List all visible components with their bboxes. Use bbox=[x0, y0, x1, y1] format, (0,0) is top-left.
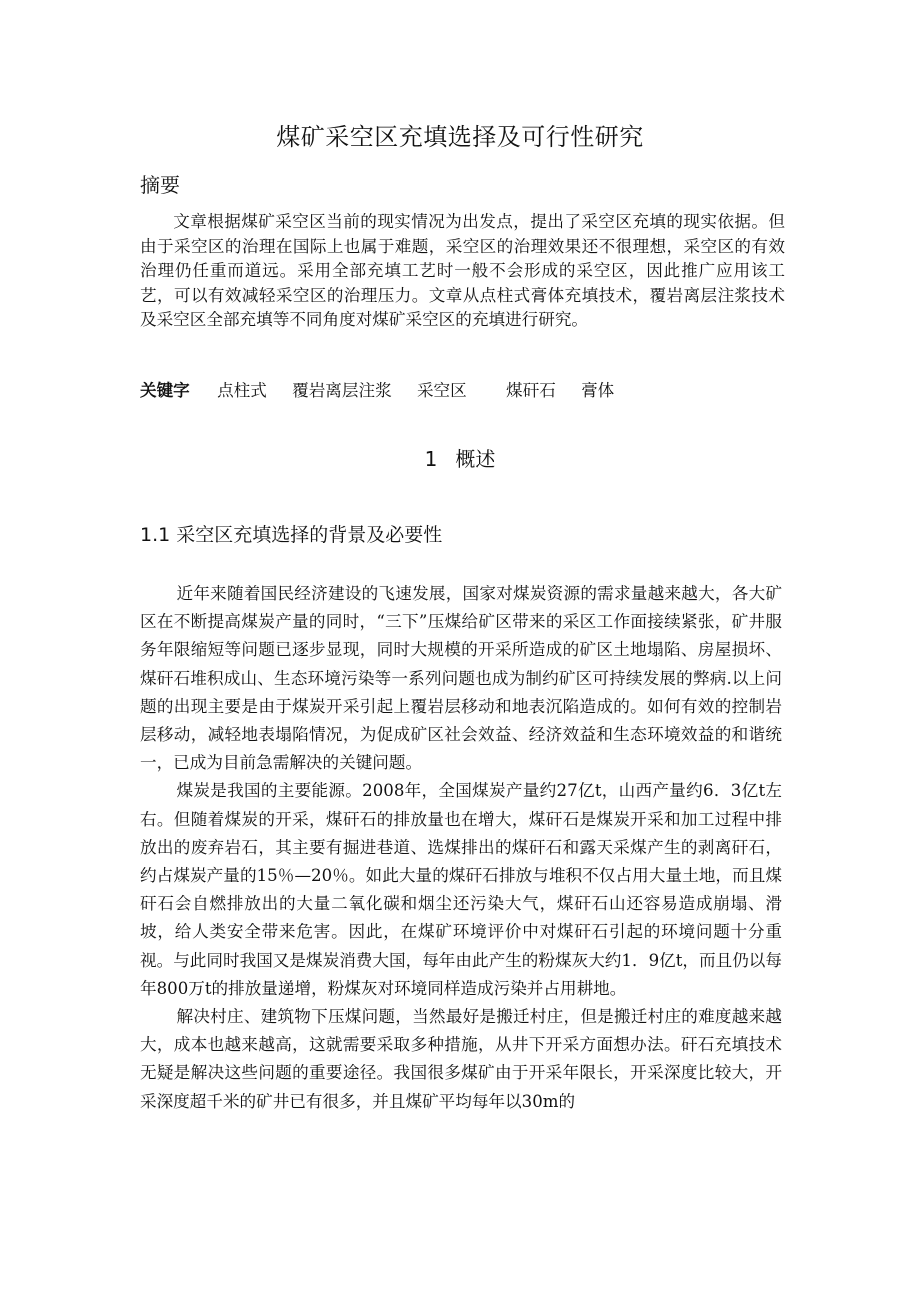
document-title: 煤矿采空区充填选择及可行性研究 bbox=[276, 123, 644, 151]
keywords-label: 关键字 bbox=[140, 381, 190, 400]
keyword-item: 采空区 bbox=[416, 381, 467, 400]
keywords-line bbox=[140, 379, 634, 403]
section-heading bbox=[0, 445, 920, 473]
body-text bbox=[140, 580, 782, 1116]
body-paragraph: 近年来随着国民经济建设的飞速发展，国家对煤炭资源的需求量越来越大，各大矿区在不断提高煤炭产量的同时，“三下”压煤给矿区带来的采区工作面接续紧张，矿井服务年限缩短等问题已逐步显现，同时大规模的开采所造成的矿区土地塌陷、房屋损坏、煤矸石堆积成山、生态环境污染等一系列问题也成为制约矿区可持续发展的弊病.以上问题的出现主要是由于煤炭开采引起上覆岩层移动和地表沉陷造成的。如何有效的控制岩层移动，减轻地表塌陷情况，为促成矿区社会效益、经济效益和生态环境效益的和谐统一，已成为目前急需解决的关键问题。 bbox=[140, 584, 782, 773]
body-paragraph: 煤炭是我国的主要能源。2008年，全国煤炭产量约27亿t，山西产量约6．3亿t左右。但随着煤炭的开采，煤矸石的排放量也在增大，煤矸石是煤炭开采和加工过程中排放出的废弃岩石，其主要有掘进巷道、选煤排出的煤矸石和露天采煤产生的剥离矸石，约占煤炭产量的15％—20％。如此大量的煤矸石排放与堆积不仅占用大量土地，而且煤矸石会自燃排放出的大量二氧化碳和烟尘还污染大气，煤矸石山还容易造成崩塌、滑坡，给人类安全带来危害。因此，在煤矿环境评价中对煤矸石引起的环境问题十分重视。与此同时我国又是煤炭消费大国，每年由此产生的粉煤灰大约1．9亿t，而且仍以每年800万t的排放量递增，粉煤灰对环境同样造成污染并占用耕地。 bbox=[140, 781, 782, 998]
body-paragraph: 解决村庄、建筑物下压煤问题，当然最好是搬迁村庄，但是搬迁村庄的难度越来越大，成本也越来越高，这就需要采取多种措施，从井下开采方面想办法。矸石充填技术无疑是解决这些问题的重要途径。我国很多煤矿由于开采年限长，开采深度比较大，开采深度超千米的矿井已有很多，并且煤矿平均每年以30m的 bbox=[140, 1007, 782, 1111]
keyword-item: 膏体 bbox=[581, 381, 615, 400]
abstract-text: 文章根据煤矿采空区当前的现实情况为出发点，提出了采空区充填的现实依据。但由于采空区的治理在国际上也属于难题，采空区的治理效果还不很理想，采空区的有效治理仍任重而道远。采用全部充填工艺时一般不会形成的采空区，因此推广应用该工艺，可以有效减轻采空区的治理压力。文章从点柱式膏体充填技术，覆岩离层注浆技术及采空区全部充填等不同角度对煤矿采空区的充填进行研究。 bbox=[140, 212, 785, 329]
keyword-item: 点柱式 bbox=[217, 381, 267, 400]
keyword-item: 覆岩离层注浆 bbox=[292, 381, 392, 400]
section-number: 1 bbox=[424, 447, 438, 471]
section-title: 概述 bbox=[455, 447, 496, 471]
keyword-item: 煤矸石 bbox=[506, 381, 556, 400]
abstract-heading: 摘要 bbox=[140, 173, 180, 197]
subsection-heading: 1.1 采空区充填选择的背景及必要性 bbox=[140, 524, 443, 546]
